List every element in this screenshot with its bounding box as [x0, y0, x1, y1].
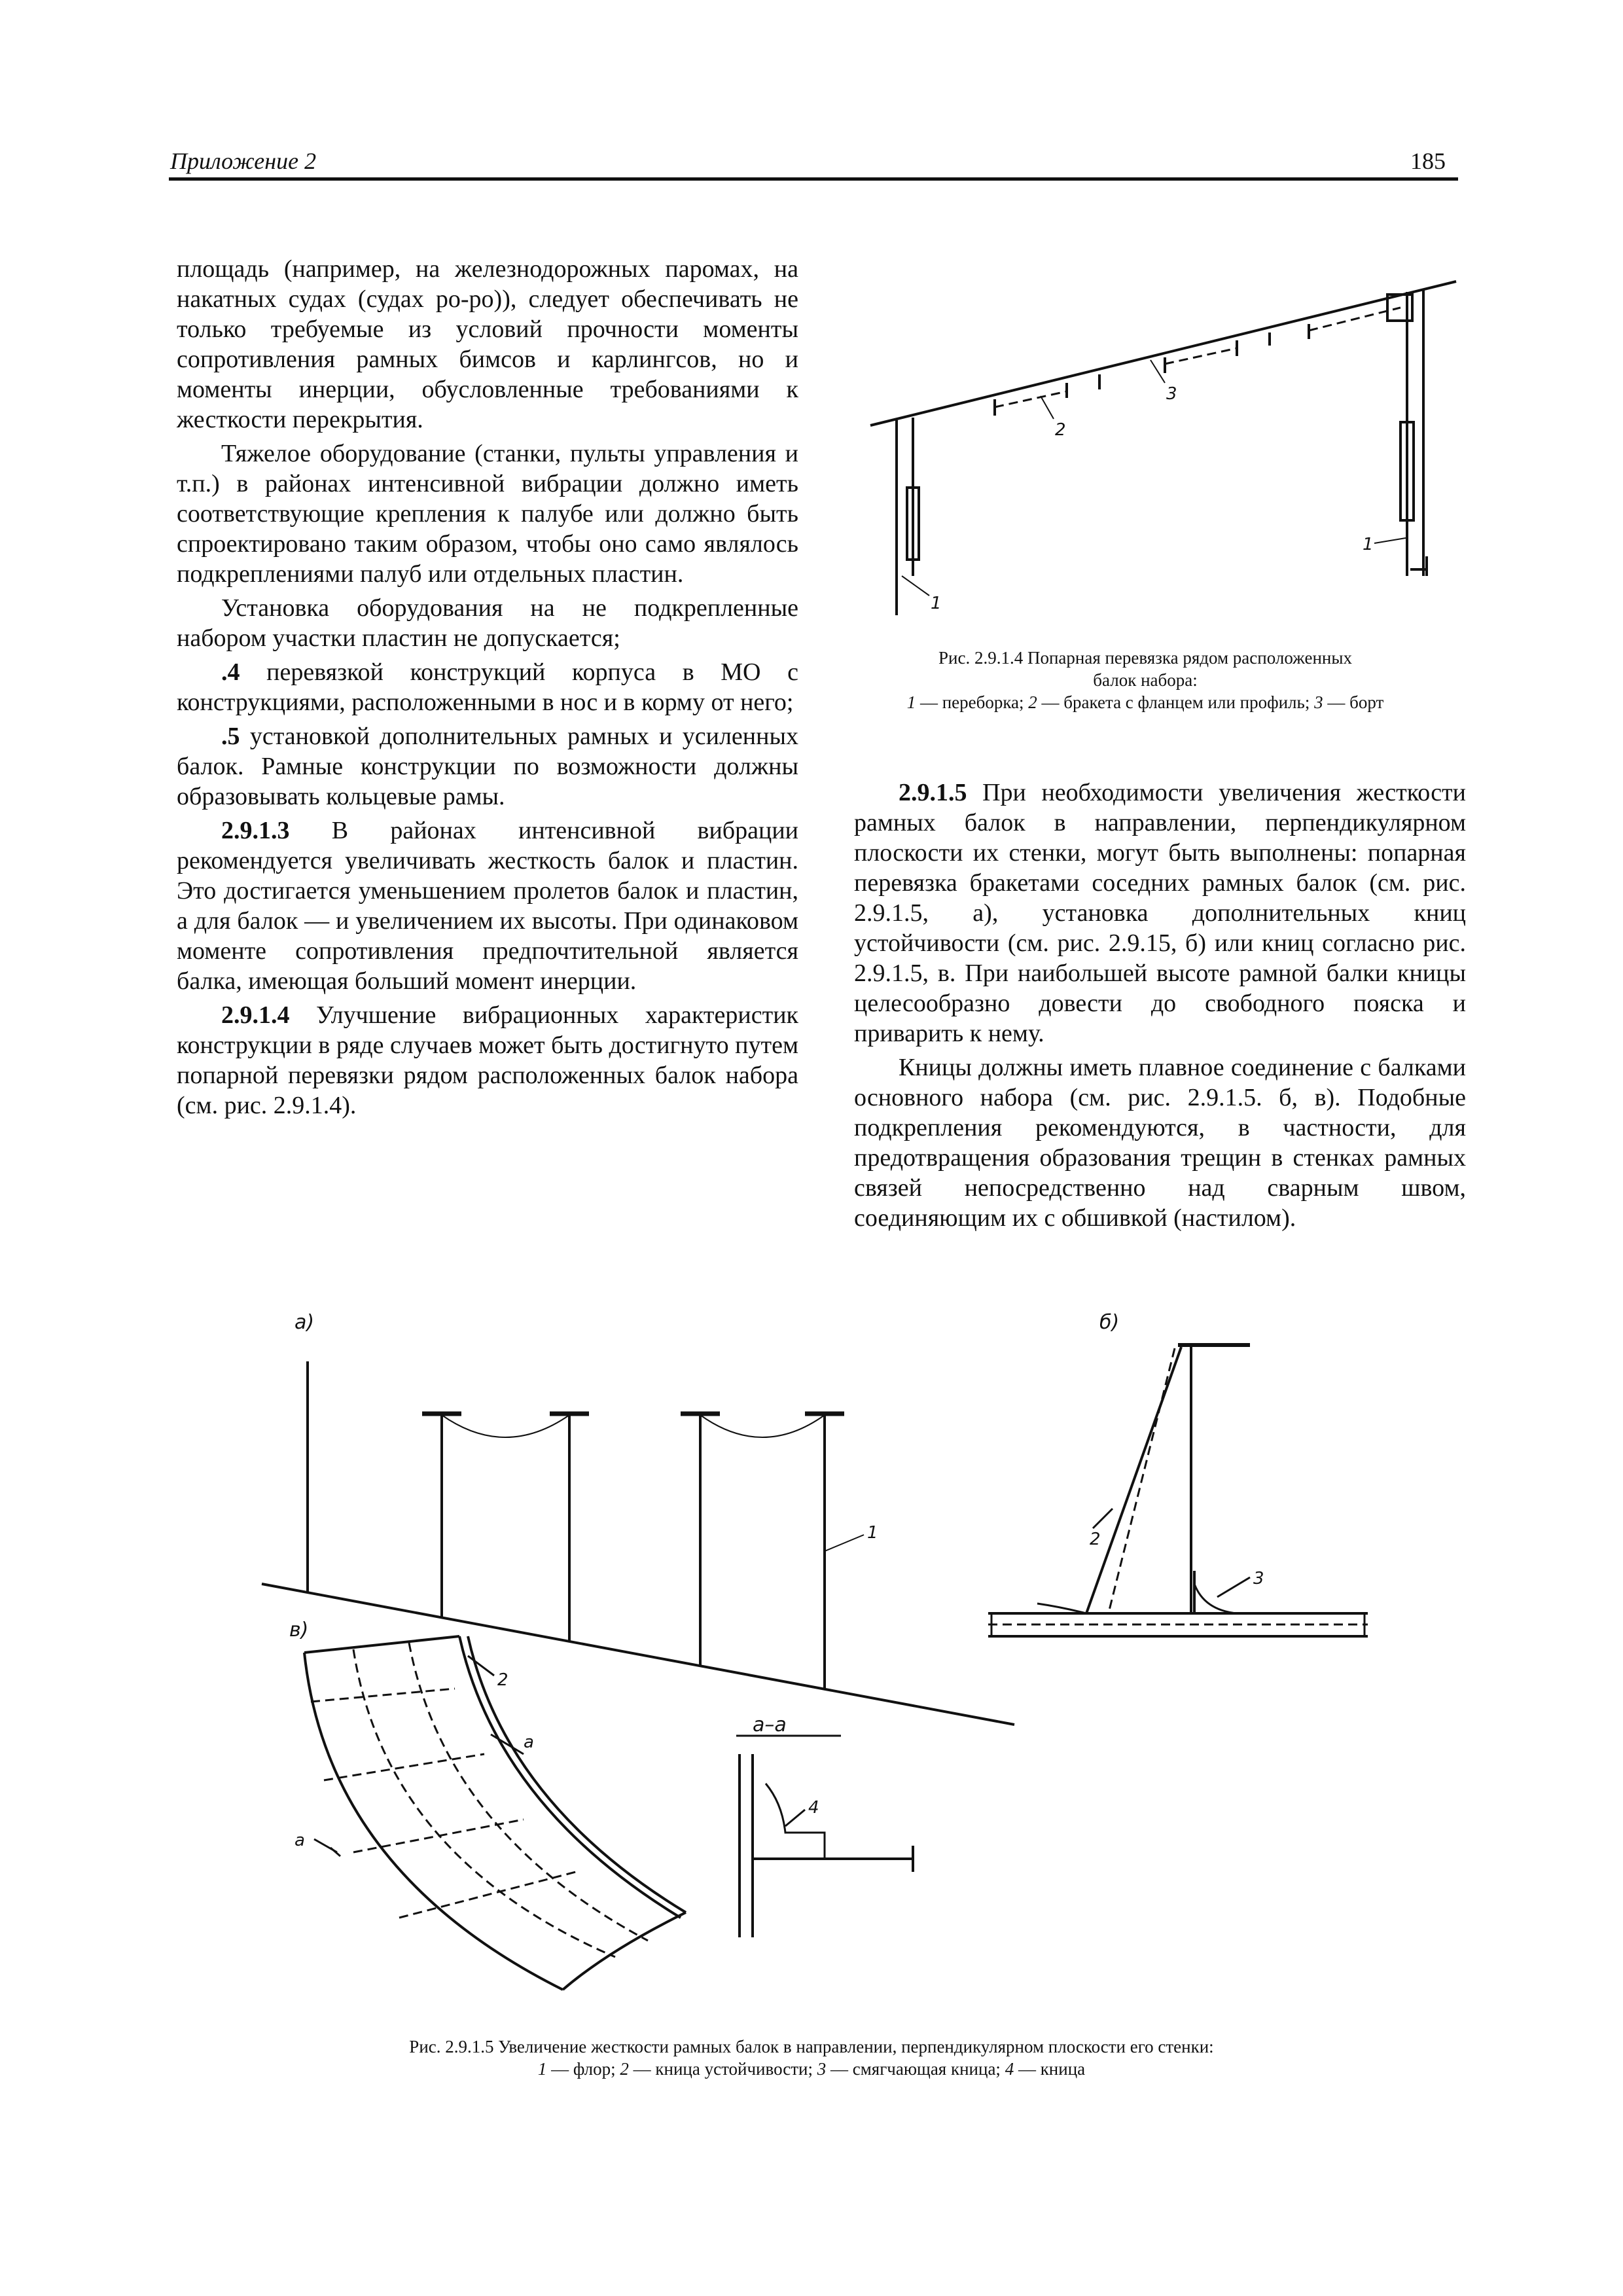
legend-text: — бракета с фланцем или профиль;	[1041, 692, 1310, 712]
label-4: 4	[808, 1798, 819, 1818]
legend-text: — кница устойчивости;	[633, 2059, 813, 2079]
paragraph: Кницы должны иметь плавное соединение с балками основного набора (см. рис. 2.9.1.5. б, в). Подобные подкрепления рекомендуются, в частности, для предотвращения образования трещин в стенках рамных связей непосредственно над сварным швом, соединяющим их с обшивкой (настилом).	[854, 1054, 1466, 1232]
caption-legend	[831, 691, 1459, 713]
paragraph	[177, 657, 798, 717]
paragraph	[854, 778, 1466, 1049]
legend-number: 2	[1028, 692, 1037, 712]
caption-line: Рис. 2.9.1.4 Попарная перевязка рядом расположенных	[938, 648, 1352, 668]
subfigure-label-a: а)	[294, 1311, 315, 1334]
section-number: 2.9.1.3	[221, 817, 290, 844]
caption-legend	[275, 2058, 1348, 2080]
left-column	[177, 254, 798, 1121]
label-3: 3	[1166, 384, 1177, 404]
legend-text: — кница	[1018, 2059, 1086, 2079]
paragraph	[177, 1000, 798, 1121]
label-1: 1	[867, 1523, 878, 1543]
legend-number: 1	[906, 692, 916, 712]
legend-text: — переборка;	[919, 692, 1024, 712]
paragraph-text: перевязкой конструкций корпуса в МО с конструкциями, расположенными в нос и в корму от него;	[177, 658, 798, 716]
paragraph-text: При необходимости увеличения жесткости рамных балок в направлении, перпендикулярном плоскости их стенки, могут быть выполнены: попарная перевязка бракетами соседних рамных балок (см. рис. 2.9.1.5, а), установка дополнительных книц устойчивости (см. рис. 2.9.15, б) или книц согласно рис. 2.9.1.5, в. При наибольшей высоте рамной балки кницы целесообразно довести до свободного пояска и приварить к нему.	[854, 779, 1466, 1047]
label-2: 2	[497, 1670, 508, 1690]
paragraph-text: В районах интенсивной вибрации рекомендуется увеличивать жесткость балок и пластин. Это достигается уменьшением пролетов балок и пластин, а для балок — и увеличением их высоты. При одинаковом моменте сопротивления предпочтительной является балка, имеющая больший момент инерции.	[177, 817, 798, 995]
paragraph: площадь (например, на железнодорожных паромах, на накатных судах (судах ро-ро)), следует обеспечивать не только требуемые из условий прочности моменты сопротивления рамных бимсов и карлингсов, но и моменты инерции, обусловленные требованиями к жесткости перекрытия.	[177, 255, 798, 433]
paragraph	[177, 816, 798, 996]
label-1: 1	[931, 594, 942, 613]
section-label: а–а	[753, 1713, 787, 1736]
paragraph: Тяжелое оборудование (станки, пульты управления и т.п.) в районах интенсивной вибрации должно иметь соответствующие крепления к палубе или должно быть спроектировано таким образом, чтобы оно само являлось подкреплениями палуб или отдельных пластин.	[177, 440, 798, 588]
cut-mark: а	[524, 1732, 534, 1752]
section-number: 2.9.1.5	[899, 779, 967, 806]
legend-text: — борт	[1327, 692, 1384, 712]
caption-line: балок набора:	[1093, 670, 1198, 690]
label-2: 2	[1090, 1530, 1101, 1549]
legend-number: 1	[537, 2059, 547, 2079]
page-number: 185	[1410, 148, 1446, 174]
paragraph-text: Улучшение вибрационных характеристик конструкции в ряде случаев может быть достигнуто путем попарной перевязки рядом расположенных балок набора (см. рис. 2.9.1.4).	[177, 1001, 799, 1119]
legend-number: 4	[1005, 2059, 1014, 2079]
legend-text: — смягчающая кница;	[830, 2059, 1001, 2079]
running-header-title: Приложение 2	[170, 148, 317, 174]
item-number: .4	[221, 658, 240, 686]
legend-number: 3	[817, 2059, 827, 2079]
cut-mark: а	[294, 1831, 305, 1850]
legend-number: 3	[1314, 692, 1323, 712]
subfigure-label-v: в)	[289, 1619, 309, 1641]
right-column	[854, 778, 1466, 1233]
caption-line: Рис. 2.9.1.5 Увеличение жесткости рамных балок в направлении, перпендикулярном плоскости его стенки:	[409, 2037, 1214, 2056]
legend-text: — флор;	[551, 2059, 616, 2079]
label-3: 3	[1253, 1569, 1264, 1588]
label-2: 2	[1055, 420, 1066, 440]
legend-number: 2	[620, 2059, 629, 2079]
paragraph	[177, 721, 798, 812]
paragraph: Установка оборудования на не подкрепленные набором участки пластин не допускается;	[177, 594, 798, 652]
section-number: 2.9.1.4	[221, 1001, 290, 1029]
figure-caption	[275, 2036, 1348, 2080]
label-1: 1	[1363, 535, 1374, 554]
paragraph-text: установкой дополнительных рамных и усиленных балок. Рамные конструкции по возможности должны образовывать кольцевые рамы.	[177, 723, 798, 810]
figure-2-9-1-5	[249, 1296, 1479, 2003]
item-number: .5	[221, 723, 240, 750]
subfigure-label-b: б)	[1099, 1311, 1120, 1334]
figure-caption	[831, 647, 1459, 713]
figure-2-9-1-4	[851, 268, 1466, 635]
header-rule	[169, 177, 1458, 181]
